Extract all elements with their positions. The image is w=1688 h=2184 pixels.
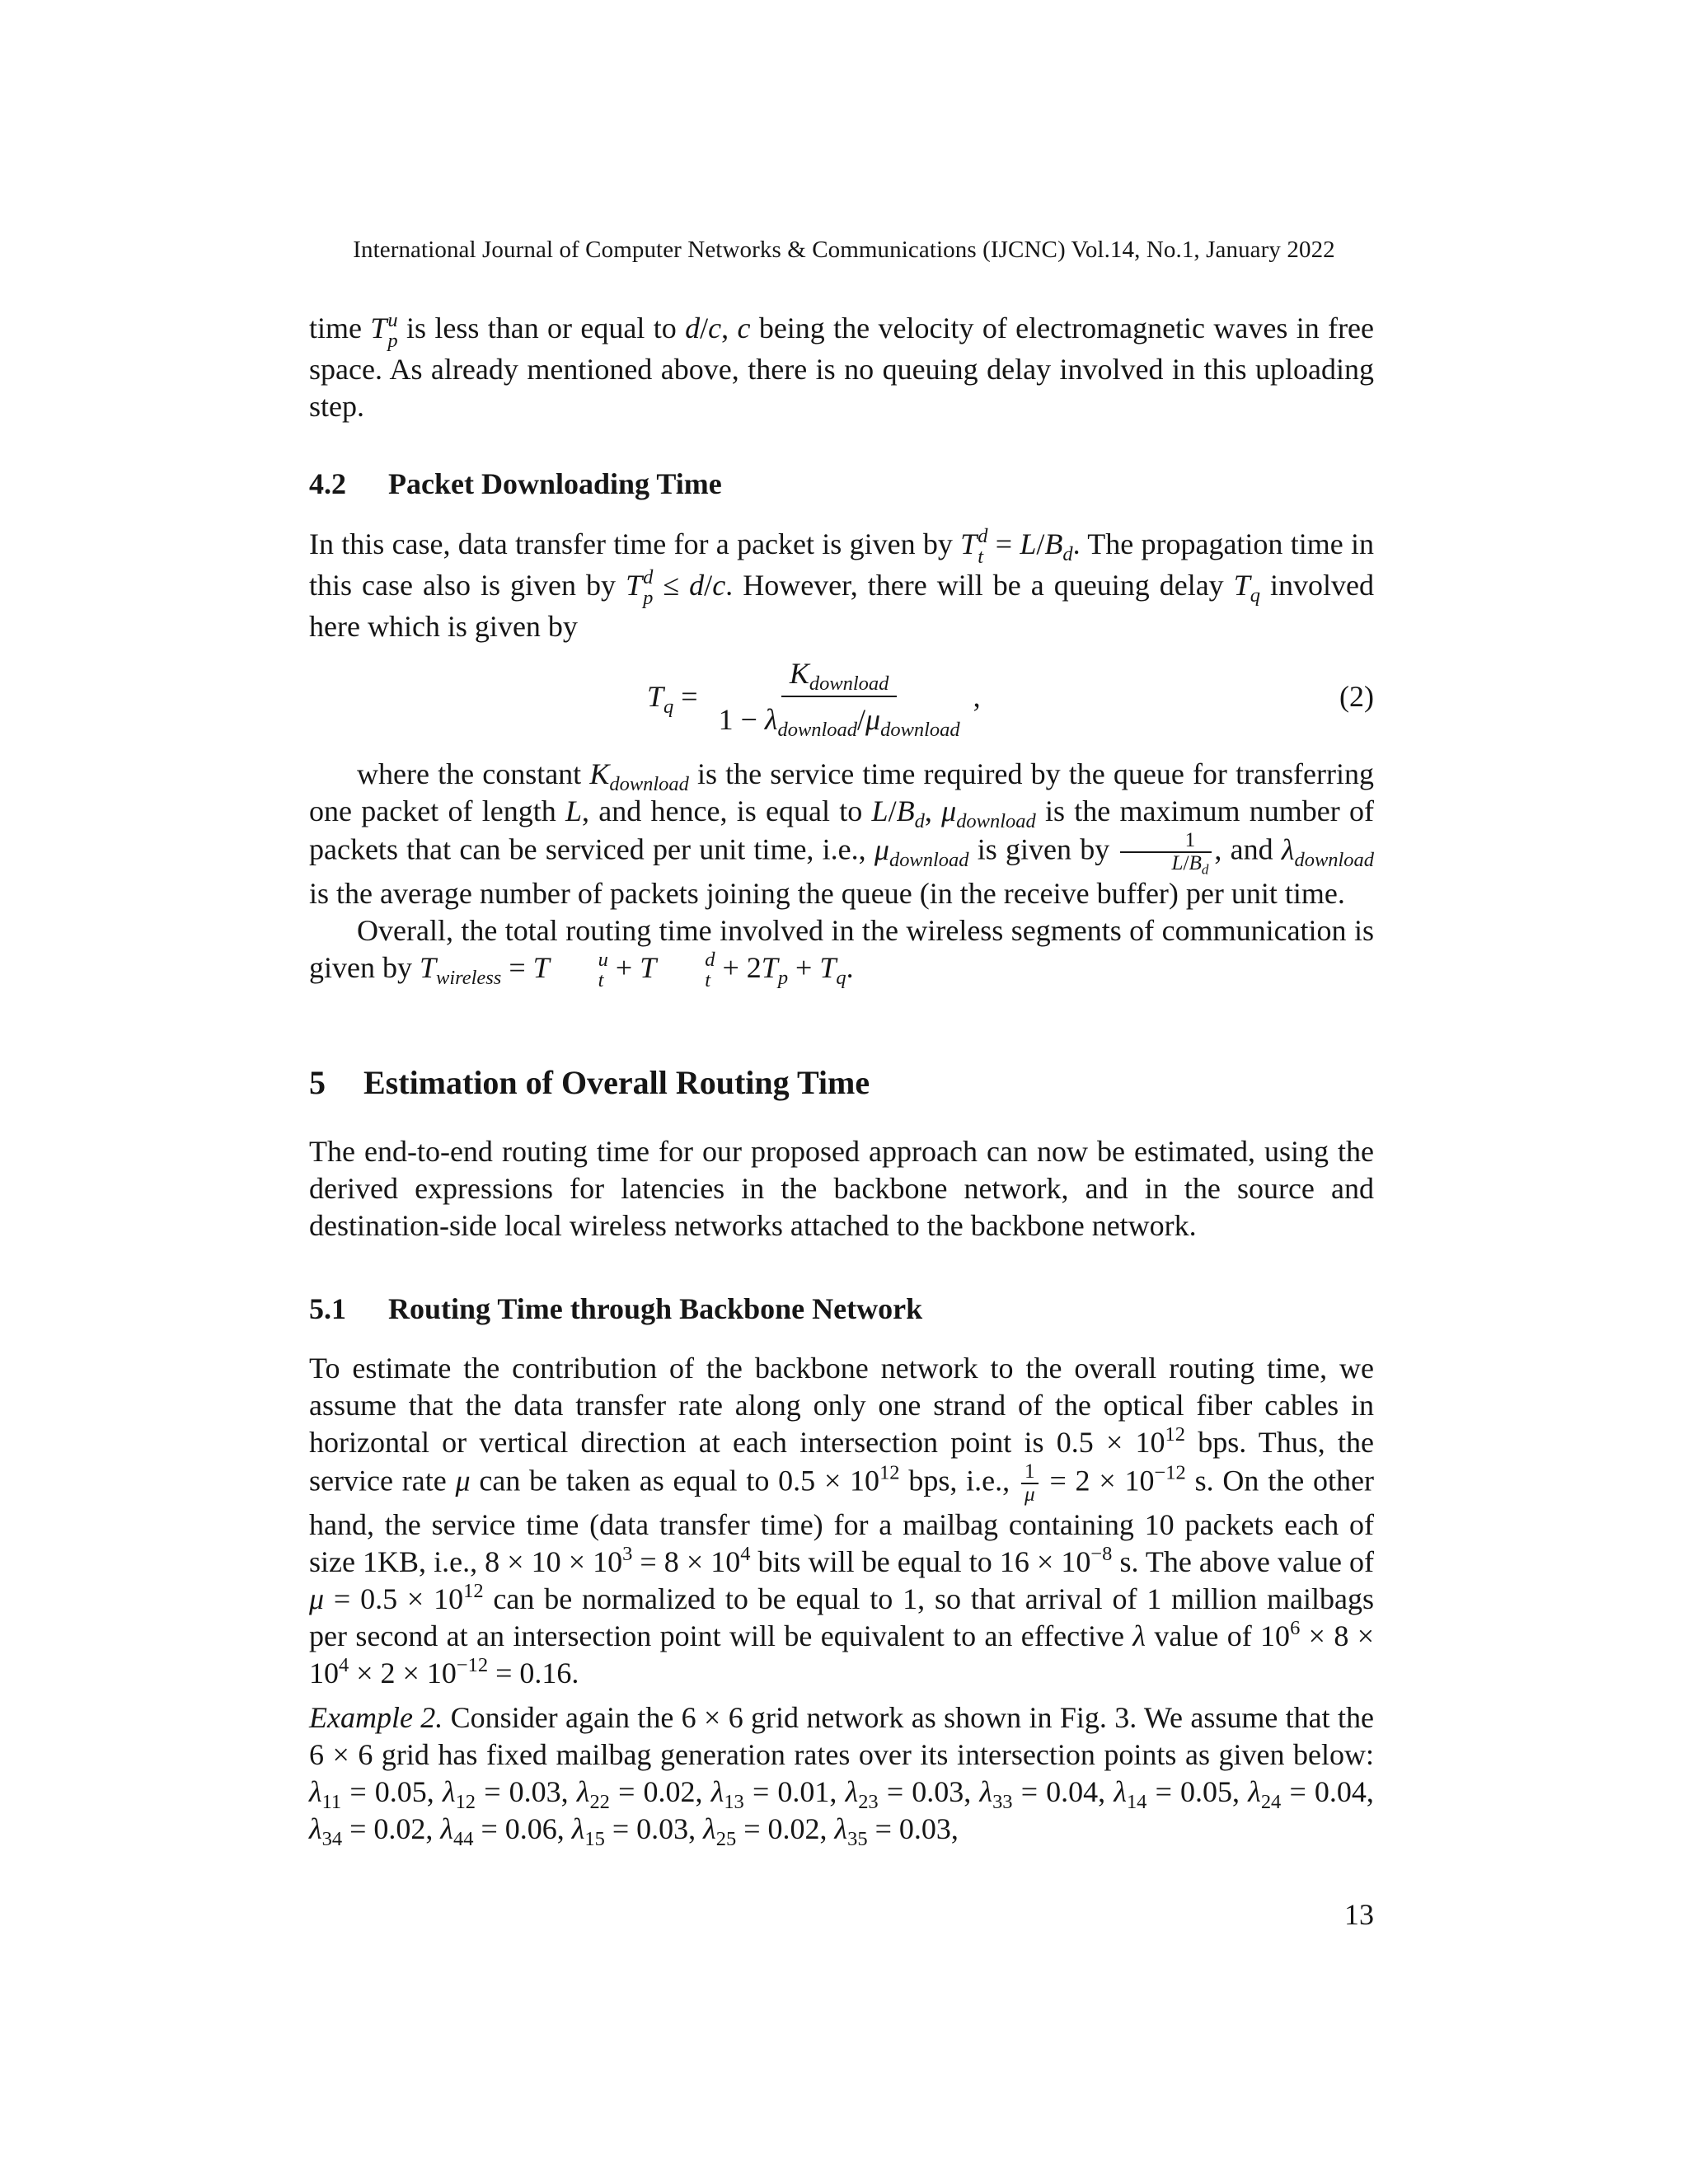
section-heading-5-1 xyxy=(309,1291,1374,1326)
paragraph-backbone-estimation: To estimate the contribution of the backbone network to the overall routing time, we assume that the data transfer rate along only one strand of the optical fiber cables in horizontal or vertical direction at each intersection point is $0.5 \times 10^{12}$ bps. Thus, the service rate μ can be taken as equal to $0.5 \times 10^{12}$ bps, i.e., $\frac{1}{\mu}$ = $2 \times 10^{-12}$ s. On the other hand, the service time (data transfer time) for a mailbag containing 10 packets each of size 1KB, i.e., $8 \times 10 \times 10^3 = 8 \times 10^4$ bits will be equal to $16 \times 10^{-8}$ s. The above value of $\mu = 0.5 \times 10^{12}$ can be normalized to be equal to 1, so that arrival of 1 million mailbags per second at an intersection point will be equivalent to an effective λ value of $10^6 \times 8 \times 10^4 \times 2 \times 10^{-12} = 0.16$. xyxy=(309,1352,1375,1690)
section-title: Packet Downloading Time xyxy=(388,467,722,500)
equation-2-body: $T_q$ = $K_{download}$ $1 - \lambda_{download}/\mu_{download}$ , xyxy=(647,657,981,741)
paragraph-estimation-intro: The end-to-end routing time for our proposed approach can now be estimated, using the derived expressions for latencies in the backbone network, and in the source and destination-side local wireless networks attached to the backbone network. xyxy=(309,1135,1374,1242)
equation-2 xyxy=(309,651,1374,742)
example-label: Example 2. xyxy=(309,1701,443,1734)
running-head: International Journal of Computer Networks & Communications (IJCNC) Vol.14, No.1, January 2022 xyxy=(353,237,1335,263)
equation-number: (2) xyxy=(1339,680,1374,713)
paragraph-upload-continuation: time T u p is less than or equal to d/c, c being the velocity of electromagnetic waves in free space. As already mentioned above, there is no queuing delay involved in this uploading step. xyxy=(309,309,1375,424)
section-number: 5.1 xyxy=(309,1292,346,1325)
paragraph-example-2: Example 2. Consider again the 6 × 6 grid network as shown in Fig. 3. We assume that the 6 × 6 grid has fixed mailbag generation rates over its intersection points as given below: $\lambda_{11} = 0.05$, $\lambda_{12} = 0.03$, $\lambda_{22} = 0.02$, $\lambda_{13} = 0.01$, $\lambda_{23} = 0.03$, $\lambda_{33} = 0.04$, $\lambda_{14} = 0.05$, $\lambda_{24} = 0.04$, $\lambda_{34} = 0.02$, $\lambda_{44} = 0.06$, $\lambda_{15} = 0.03$, $\lambda_{25} = 0.02$, $\lambda_{35} = 0.03$, xyxy=(309,1701,1374,1850)
section-heading-4-2 xyxy=(309,466,1374,501)
section-title: Routing Time through Backbone Network xyxy=(388,1292,923,1325)
page-number: 13 xyxy=(1344,1898,1374,1931)
section-heading-5 xyxy=(309,1063,1374,1102)
paragraph-downloading-intro: In this case, data transfer time for a packet is given by T d t = $L/B_d$. The propagation time in this case also is given by T d p ≤ d/c. However, there will be a queuing delay $T_q$ involved here which is given by xyxy=(309,525,1374,644)
section-number: 4.2 xyxy=(309,467,346,500)
section-number: 5 xyxy=(309,1064,326,1101)
section-title: Estimation of Overall Routing Time xyxy=(363,1064,870,1101)
paragraph-where-constant: where the constant $K_{download}$ is the service time required by the queue for transferring one packet of length L, and hence, is equal to $L/B_d$, $\mu_{download}$ is the maximum number of packets that can be serviced per unit time, i.e., $\mu_{download}$ is given by $\frac{1}{L/B_d}$ , and $\lambda_{download}$ is the average number of packets joining the queue (in the receive buffer) per unit time. Overall, the total routing time involved in the wireless segments of communication is given by $T_{wireless} = T$ u t + T d t + $2T_p + T_q$. xyxy=(309,757,1375,991)
